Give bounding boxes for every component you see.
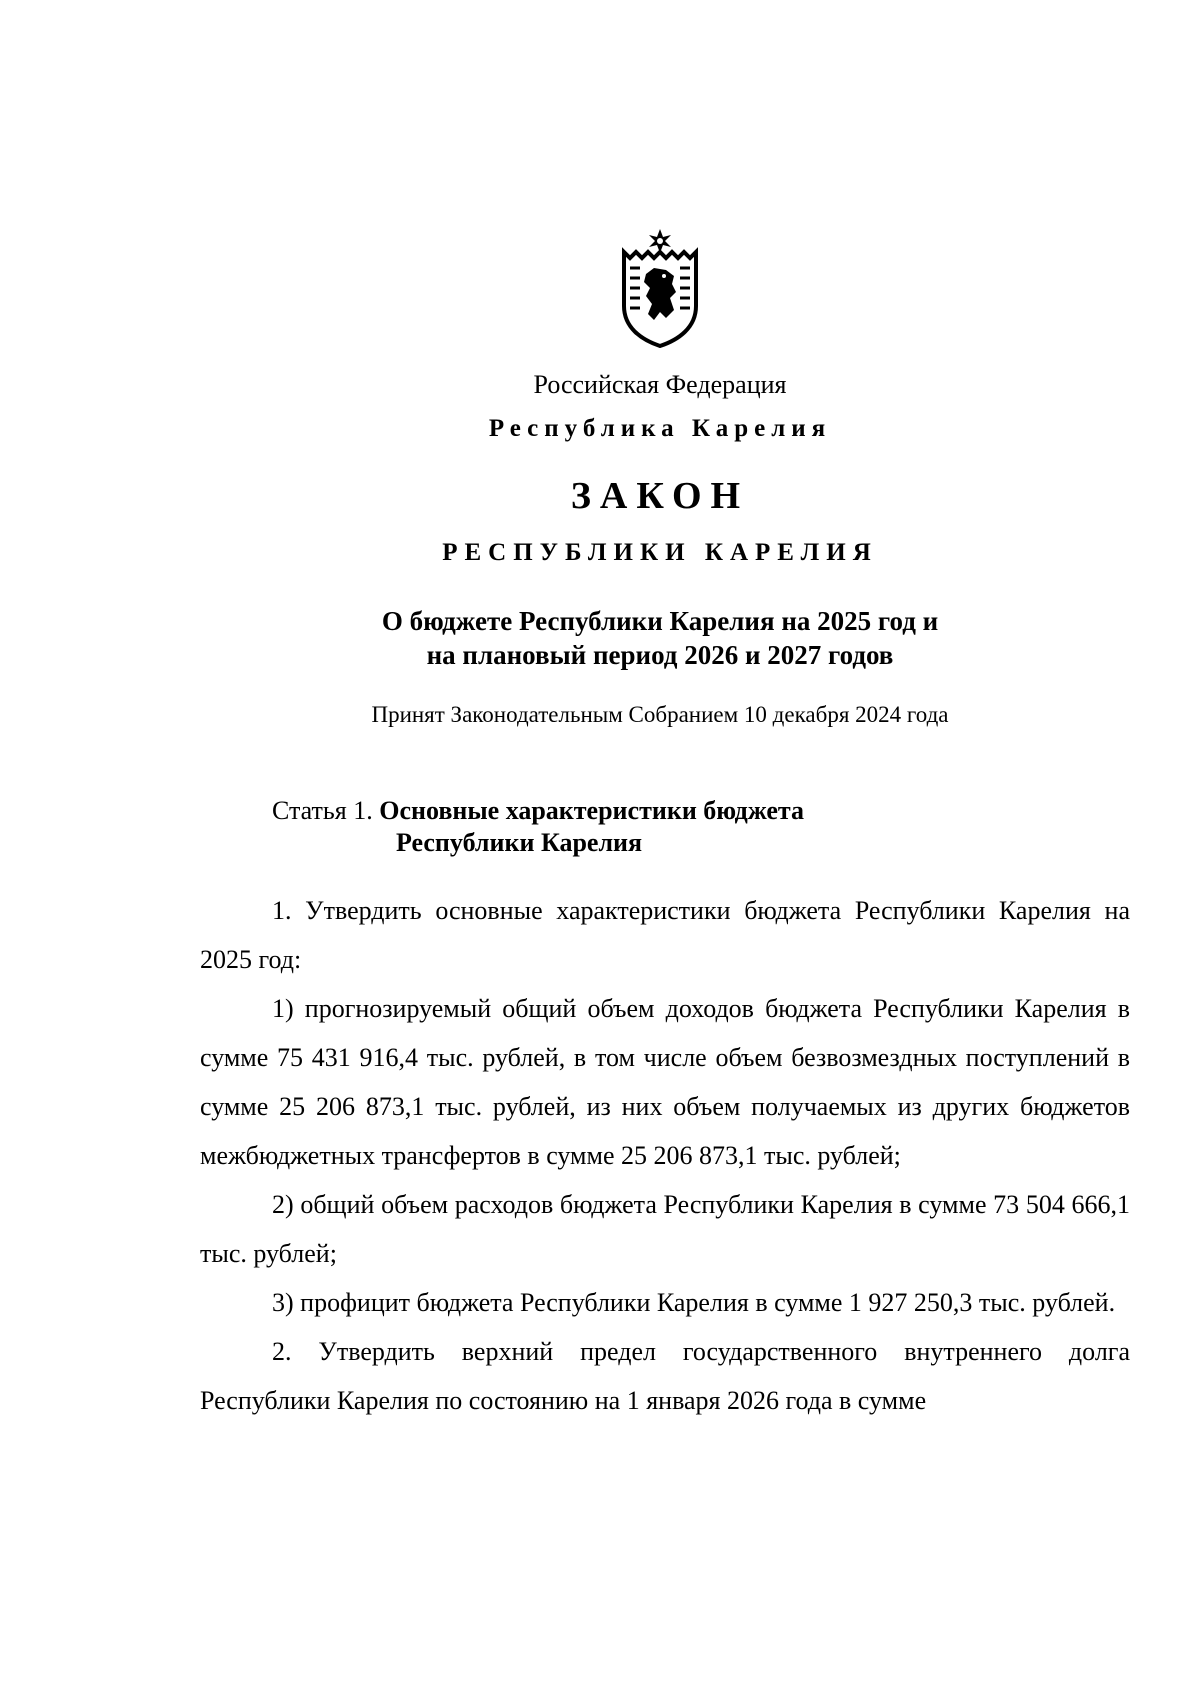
article-heading bbox=[272, 795, 804, 859]
federation-name: Российская Федерация bbox=[533, 370, 787, 399]
paragraph: 2) общий объем расходов бюджета Республики Карелия в сумме 73 504 666,1 тыс. рублей; bbox=[200, 1190, 1130, 1268]
paragraph: 2. Утвердить верхний предел государственного внутреннего долга Республики Карелия по состоянию на 1 января 2026 года в сумме bbox=[200, 1337, 1130, 1415]
paragraph: 1. Утвердить основные характеристики бюджета Республики Карелия на 2025 год: bbox=[200, 896, 1130, 974]
article-title-line-1: Основные характеристики бюджета bbox=[379, 796, 804, 825]
article-title-line-2: Республики Карелия bbox=[396, 828, 643, 857]
article-number: Статья 1. bbox=[272, 796, 373, 825]
law-title bbox=[0, 604, 1200, 672]
law-subheading: РЕСПУБЛИКИ КАРЕЛИЯ bbox=[442, 539, 878, 566]
paragraph: 1) прогнозируемый общий объем доходов бюджета Республики Карелия в сумме 75 431 916,4 тыс. рублей, в том числе объем безвозмездных поступлений в сумме 25 206 873,1 тыс. рублей, из них объем получаемых из других бюджетов межбюджетных трансфертов в сумме 25 206 873,1 тыс. рублей; bbox=[200, 994, 1130, 1170]
law-title-line-1: О бюджете Республики Карелия на 2025 год и bbox=[381, 606, 939, 636]
article-body bbox=[200, 886, 1130, 1425]
law-heading: ЗАКОН bbox=[570, 475, 750, 517]
republic-name: Республика Карелия bbox=[488, 415, 832, 442]
law-title-line-2: на плановый период 2026 и 2027 годов bbox=[426, 640, 894, 670]
paragraph: 3) профицит бюджета Республики Карелия в сумме 1 927 250,3 тыс. рублей. bbox=[272, 1288, 1116, 1317]
adoption-note: Принят Законодательным Собранием 10 декабря 2024 года bbox=[371, 702, 949, 727]
karelia-coat-of-arms-icon bbox=[616, 228, 704, 348]
